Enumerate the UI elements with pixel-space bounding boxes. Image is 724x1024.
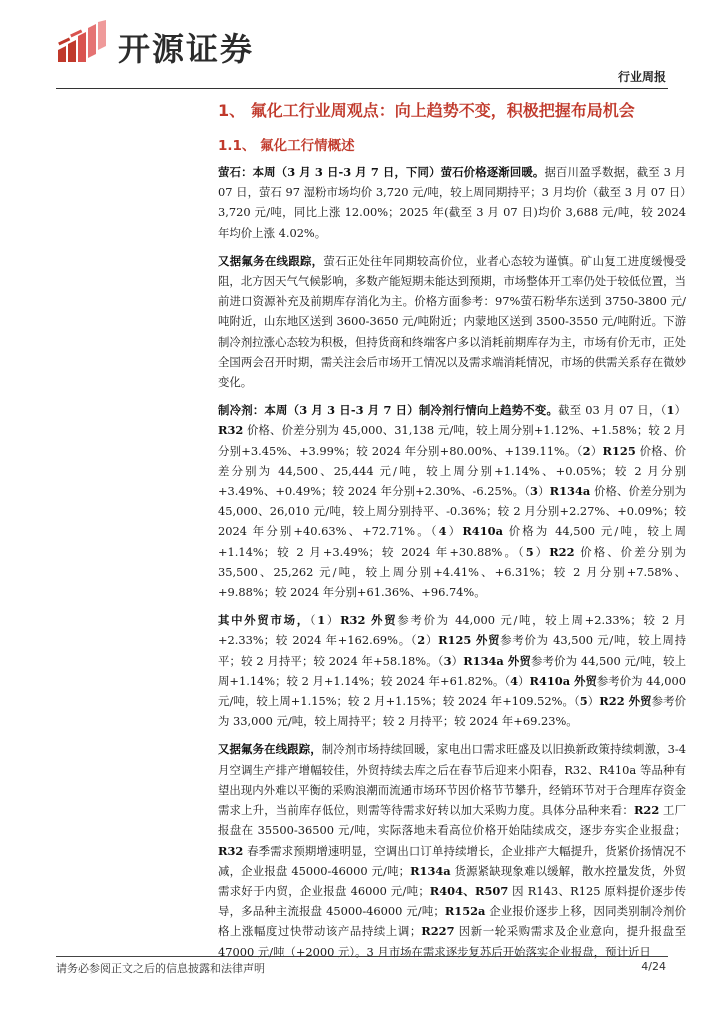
paragraph-lead: 又据氟务在线跟踪，: [218, 253, 324, 268]
paragraph-refrigerant: [218, 400, 686, 602]
header-divider: [56, 88, 668, 89]
paragraph-export-market: [218, 610, 686, 731]
logo-mark-icon: [56, 20, 112, 64]
paragraph-fluorite-tracking: [218, 251, 686, 392]
report-type-label: 行业周报: [617, 70, 666, 84]
paragraph-lead: 其中外贸市场，: [218, 613, 310, 628]
paragraph-fluorite: [218, 162, 686, 243]
paragraph-body: 萤石正处往年同期较高价位，业者心态较为谨慎。矿山复工进度缓慢受阻，北方因天气气候影响，多数产能短期未能达到预期，市场整体开工率仍处于较低位置，当前进口资源补充及前期库存消化为主。价格方面参考：97%萤石粉华东送到 3750-3800 元/吨附近，山东地区送到 3600-3650 元/吨附近；内蒙地区送到 3500-3550 元/吨附近。下游制冷剂拉涨心态较为积极，但持货商和终端客户多以消耗前期库存为主，市场有价无市，正处全国两会召开时期，需关注会后市场开工情况以及需求端消耗情况，市场的供需关系存在微妙变化。: [218, 253, 686, 390]
paragraph-lead: 制冷剂：本周（3 月 3 日-3 月 7 日）制冷剂行情向上趋势不变。: [218, 403, 559, 418]
paragraph-body: （1）R32 外贸参考价为 44,000 元/吨，较上周+2.33%；较 2 月+2.33%；较 2024 年+162.69%。（2）R125 外贸参考价为 43,500 元/吨，较上周持平；较 2 月持平；较 2024 年+58.18%。（3）R134a 外贸参考价为 44,500 元/吨，较上周+1.14%；较 2 月+1.14%；较 2024 年+61.82%。（4）R410a 外贸参考价为 44,000 元/吨，较上周+1.15%；较 2 月+1.15%；较 2024 年+109.52%。（5）R22 外贸参考价为 33,000 元/吨，较上周持平；较 2 月持平；较 2024 年+69.23%。: [218, 613, 686, 729]
footer-divider: [56, 956, 668, 957]
company-logo: [56, 20, 276, 68]
page-number: 4/24: [641, 960, 666, 973]
footer-disclaimer: 请务必参阅正文之后的信息披露和法律声明: [56, 962, 265, 975]
logo-text: 开源证券: [118, 30, 255, 68]
paragraph-body: 制冷剂市场持续回暖，家电出口需求旺盛及以旧换新政策持续刺激，3-4 月空调生产排产增幅较佳，外贸持续去库之后在春节后迎来小阳春，R32、R410a 等品种有望出现内外难以平衡的采购浪潮而流通市场环节因价格节节攀升，经销环节对于合理库存资金需求上升，当前库存低位，则需等待需求好转以加大采购力度。具体分品种来看：R22 工厂报盘在 35500-36500 元/吨，实际落地未看高位价格开始陆续成交，逐步夯实企业报盘；R32 春季需求预期增速明显，空调出口订单持续增长，企业排产大幅提升，货紧价扬情况不减，企业报盘 45000-46000 元/吨；R134a 货源紧缺现象难以缓解，散水控量发货，外贸需求好于内贸，企业报盘 46000 元/吨；R404、R507 因 R143、R125 原料提价逐步传导，多品种主流报盘 45000-46000 元/吨；R152a 企业报价逐步上移，因同类别制冷剂价格上涨幅度过快带动该产品持续上调；R227 因新一轮采购需求及企业意向，提升报盘至 47000 元/吨（+2000 元）。3 月市场在需求逐步复苏后开始落实企业报盘，预计近日: [218, 742, 687, 959]
paragraph-body: 据百川盈孚数据，截至 3 月 07 日，萤石 97 湿粉市场均价 3,720 元/吨，较上周同期持平；3 月均价（截至 3 月 07 日）3,720 元/吨，同比上涨 12.00%；2025 年(截至 3 月 07 日)均价 3,688 元/吨，较 2024 年均价上涨 4.02%。: [218, 165, 686, 240]
paragraph-lead: 又据氟务在线跟踪，: [218, 742, 322, 757]
body-content: [218, 162, 686, 970]
subsection-heading: 1.1、 氟化工行情概述: [218, 138, 355, 154]
section-heading: 1、 氟化工行业周观点：向上趋势不变，积极把握布局机会: [218, 101, 635, 120]
paragraph-body: 截至 03 月 07 日，（1）R32 价格、价差分别为 45,000、31,138 元/吨，较上周分别+1.12%、+1.58%；较 2 月分别+3.45%、+3.99%；较 2024 年分别+80.00%、+139.11%。（2）R125 价格、价差分别为 44,500、25,444 元/吨，较上周分别+1.14%、+0.05%；较 2 月分别+3.49%、+0.49%；较 2024 年分别+2.30%、-6.25%。（3）R134a 价格、价差分别为 45,000、26,010 元/吨，较上周分别持平、-0.36%；较 2 月分别+2.27%、+0.09%；较 2024 年分别+40.63%、+72.71%。（4）R410a 价格为 44,500 元/吨，较上周+1.14%；较 2 月+3.49%；较 2024 年+30.88%。（5）R22 价格、价差分别为 35,500、25,262 元/吨，较上周分别+4.41%、+6.31%；较 2 月分别+7.58%、+9.88%；较 2024 年分别+61.36%、+96.74%。: [218, 403, 686, 600]
paragraph-lead: 萤石：本周（3 月 3 日-3 月 7 日，下同）萤石价格逐渐回暖。: [218, 165, 545, 179]
paragraph-refrigerant-tracking: [218, 739, 686, 961]
